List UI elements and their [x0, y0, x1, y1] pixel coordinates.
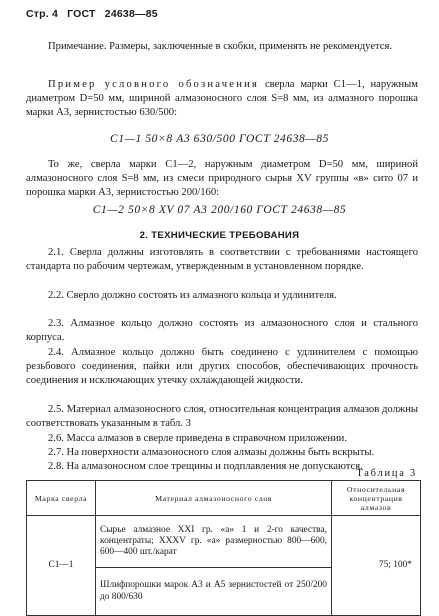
- page-header: [26, 8, 164, 20]
- clause-2-1: 2.1. Сверла должны изготовлять в соответствии с требованиями настоящего стандарта по рабочим чертежам, утвержденным в установленном порядке.: [26, 247, 418, 273]
- table-caption: Таблица 3: [356, 468, 417, 479]
- table-3: [26, 480, 421, 616]
- clause-2-6: 2.6. Масса алмазов в сверле приведена в справочном приложении.: [48, 433, 347, 444]
- clause-2-2: 2.2. Сверло должно состоять из алмазного кольца и удлинителя.: [48, 290, 337, 301]
- cell-concentration: 75; 100*: [332, 516, 421, 616]
- note-paragraph: Примечание. Размеры, заключенные в скобки, применять не рекомендуется.: [48, 41, 393, 52]
- clause-2-3: 2.3. Алмазное кольцо должно состоять из алмазоносного слоя и стального корпуса.: [26, 318, 418, 344]
- clause-2-7: 2.7. На поверхности алмазоносного слоя алмазы должны быть вскрыты.: [48, 447, 375, 458]
- cell-material-1: Сырье алмазное XXI гр. «а» 1 и 2-го качества, концентраты; XXXV гр. «а» размерностью 800—600, 600—400 шт./карат: [96, 516, 332, 568]
- cell-drill-mark: С1—1: [27, 516, 96, 616]
- header-concentration: Относительная концентрация алмазов: [332, 481, 421, 516]
- cell-material-2: Шлифпорошки марок А3 и А5 зернистостей от 250/200 до 800/630: [96, 568, 332, 616]
- example-lead: Пример условного обозначения: [48, 79, 260, 90]
- designation-formula-2: С1—2 50×8 XV 07 А3 200/160 ГОСТ 24638—85: [92, 204, 347, 216]
- table-row: [27, 516, 421, 568]
- header-material: Материал алмазоносного слоя: [96, 481, 332, 516]
- standard-label: ГОСТ: [67, 8, 96, 20]
- table-header-row: [27, 481, 421, 516]
- clause-2-4: 2.4. Алмазное кольцо должно быть соединено с удлинителем с помощью резьбового соединения, пайки или других способов, обеспечивающих прочность соединения и исключающих утечку охлаждающей жидкости.: [26, 347, 418, 387]
- clause-2-5: 2.5. Материал алмазоносного слоя, относительная концентрация алмазов должны соответствовать указанным в табл. 3: [26, 404, 418, 430]
- designation-formula-1: С1—1 50×8 А3 630/500 ГОСТ 24638—85: [110, 133, 329, 145]
- example-text: сверла марки С1—1, наружным диаметром D=50 мм, шириной алмазоносного слоя S=8 мм, из алмазного порошка марки А3, зернистостью 630/500:: [26, 79, 418, 119]
- example-paragraph: [26, 78, 418, 121]
- standard-number: 24638—85: [104, 8, 158, 20]
- section-title: 2. ТЕХНИЧЕСКИЕ ТРЕБОВАНИЯ: [139, 230, 300, 241]
- header-drill-mark: Марка сверла: [27, 481, 96, 516]
- clause-2-8: 2.8. На алмазоносном слое трещины и подплавления не допускаются.: [48, 461, 363, 472]
- page-number: Стр. 4: [26, 8, 59, 20]
- example-paragraph-2: То же, сверла марки С1—2, наружным диаметром D=50 мм, шириной алмазоносного слоя S=8 мм, из смеси природного сырья XV группы «в» сито 07 и порошка марки А3, зернистостью 200/160:: [26, 159, 418, 199]
